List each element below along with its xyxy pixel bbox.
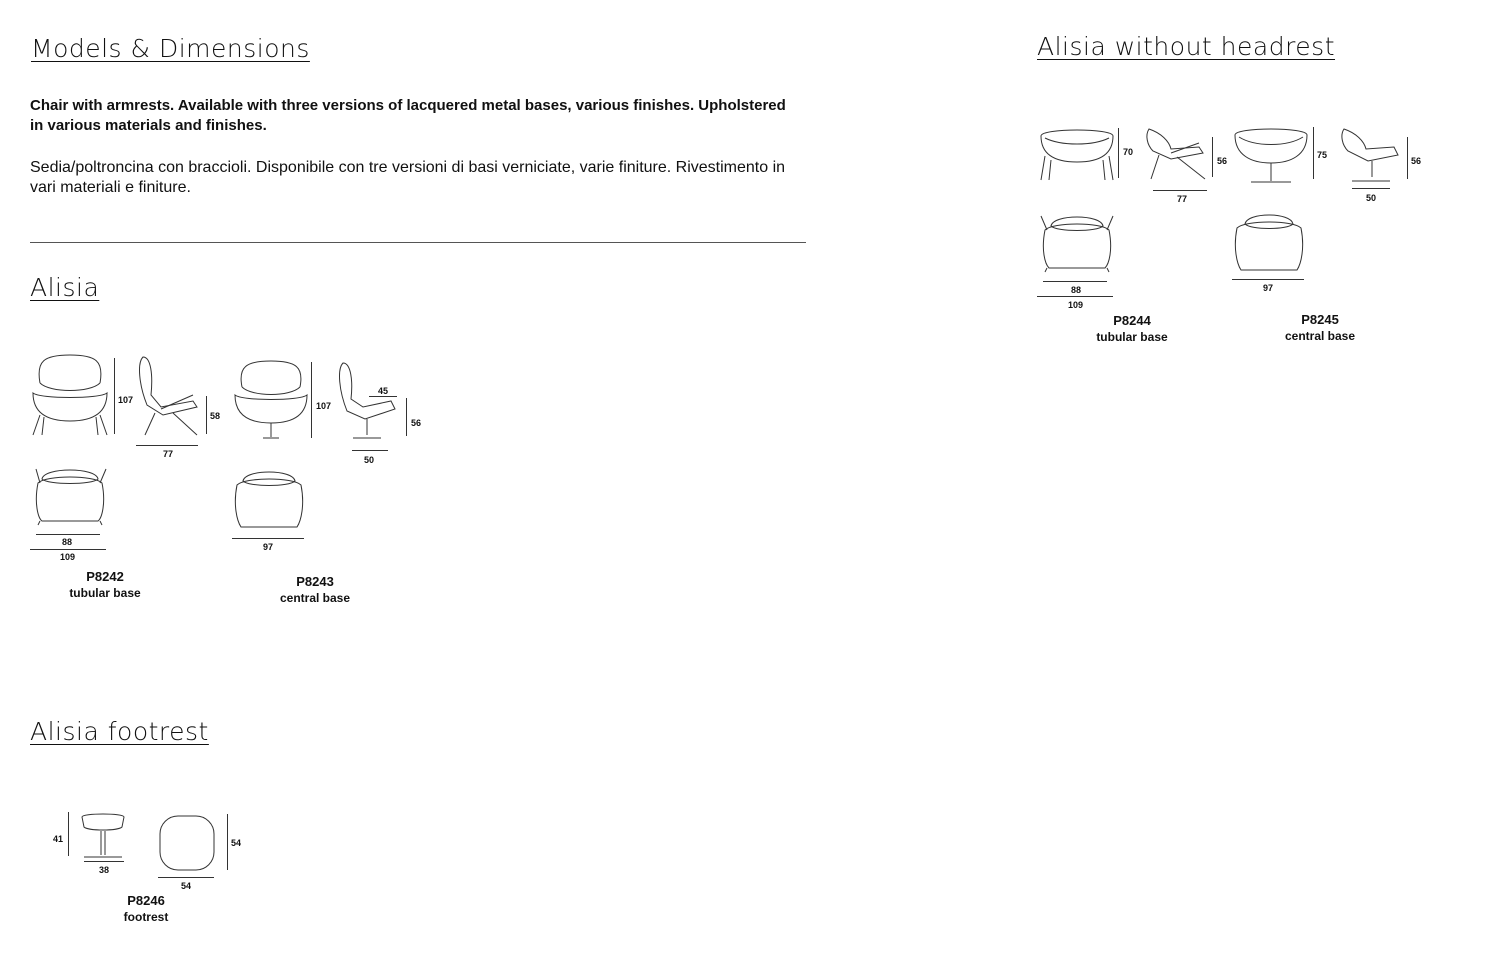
model-code: P8243: [296, 574, 334, 589]
no-headrest-title: Alisia without headrest: [1037, 32, 1336, 61]
chair-front-icon: [1037, 126, 1117, 182]
depth-line: [1352, 188, 1390, 189]
height-line: [311, 362, 312, 438]
base-line: [84, 861, 124, 862]
width-line: [158, 877, 214, 878]
dim-top-central-width: 97: [1263, 283, 1274, 293]
dim-front-central-height: 75: [1317, 150, 1328, 160]
top-line: [369, 396, 397, 397]
height-line: [68, 812, 69, 856]
model-code: P8242: [86, 569, 124, 584]
seat-line: [1407, 137, 1408, 179]
chair-front-icon: [1231, 125, 1311, 185]
outer-width-line: [1037, 296, 1113, 297]
height-line: [114, 358, 115, 434]
chair-top-icon: [1233, 210, 1305, 272]
dim-front-central-height: 107: [316, 401, 332, 411]
footrest-title: Alisia footrest: [30, 717, 209, 746]
intro-italian: Sedia/poltroncina con braccioli. Disponibile con tre versioni di basi verniciate, varie finiture. Rivestimento in vari materiali e finiture.: [30, 159, 786, 196]
dim-side-tubular-depth: 77: [1177, 194, 1188, 204]
depth-line: [136, 445, 198, 446]
dim-side-central-seat: 56: [411, 418, 422, 428]
dim-side-tubular-seat: 56: [1217, 156, 1228, 166]
model-base: central base: [1284, 329, 1356, 343]
dim-top-tubular-outer: 109: [1068, 300, 1084, 310]
chair-side-icon: [333, 361, 403, 441]
model-code: P8245: [1301, 312, 1339, 327]
dim-side-tubular-depth: 77: [163, 449, 174, 459]
model-code: P8244: [1113, 313, 1151, 328]
width-line: [1232, 279, 1304, 280]
height-line: [1313, 127, 1314, 179]
dim-side-central-seat: 56: [1411, 156, 1422, 166]
dim-side-tubular-seat: 58: [210, 411, 221, 421]
chair-top-icon: [30, 463, 110, 529]
chair-side-icon: [1338, 127, 1404, 185]
chair-top-icon: [233, 465, 305, 531]
chair-front-icon: [232, 359, 310, 441]
dim-footrest-base: 38: [99, 865, 110, 875]
model-base: tubular base: [1096, 330, 1168, 344]
chair-top-icon: [1037, 212, 1117, 274]
chair-front-icon: [30, 353, 110, 437]
outer-width-line: [30, 549, 106, 550]
section-divider: [30, 242, 806, 243]
footrest-top-icon: [158, 814, 218, 874]
height-line: [1118, 128, 1119, 178]
intro-english: Chair with armrests. Available with three versions of lacquered metal bases, various finishes. Upholstered in various materials and finishes.: [30, 97, 786, 134]
dim-top-tubular-inner: 88: [1071, 285, 1082, 295]
model-code: P8246: [127, 893, 165, 908]
chair-side-icon: [1143, 127, 1209, 181]
dim-front-tubular-height: 70: [1123, 147, 1134, 157]
seat-line: [206, 396, 207, 434]
seat-line: [1212, 137, 1213, 177]
dim-top-tubular-inner: 88: [62, 537, 73, 547]
dim-top-central-width: 97: [263, 542, 274, 552]
dim-footrest-width: 54: [181, 881, 192, 891]
model-base: tubular base: [69, 586, 141, 600]
dim-side-central-depth: 50: [364, 455, 375, 465]
dim-side-central-depth: 50: [1366, 193, 1377, 203]
footrest-side-icon: [78, 811, 128, 861]
dim-front-tubular-height: 107: [118, 395, 134, 405]
dim-footrest-side: 54: [231, 838, 242, 848]
width-line: [232, 538, 304, 539]
page-title: Models & Dimensions: [31, 34, 310, 63]
model-base: central base: [279, 591, 351, 605]
dim-top-tubular-outer: 109: [60, 552, 76, 562]
dim-side-central-top: 45: [378, 386, 389, 396]
chair-side-icon: [133, 355, 205, 437]
side-line: [227, 814, 228, 870]
seat-line: [406, 398, 407, 436]
inner-width-line: [36, 534, 100, 535]
dim-footrest-height: 41: [53, 834, 64, 844]
inner-width-line: [1043, 281, 1107, 282]
model-base: footrest: [123, 910, 169, 924]
depth-line: [352, 450, 388, 451]
alisia-title: Alisia: [30, 273, 100, 302]
depth-line: [1153, 190, 1207, 191]
